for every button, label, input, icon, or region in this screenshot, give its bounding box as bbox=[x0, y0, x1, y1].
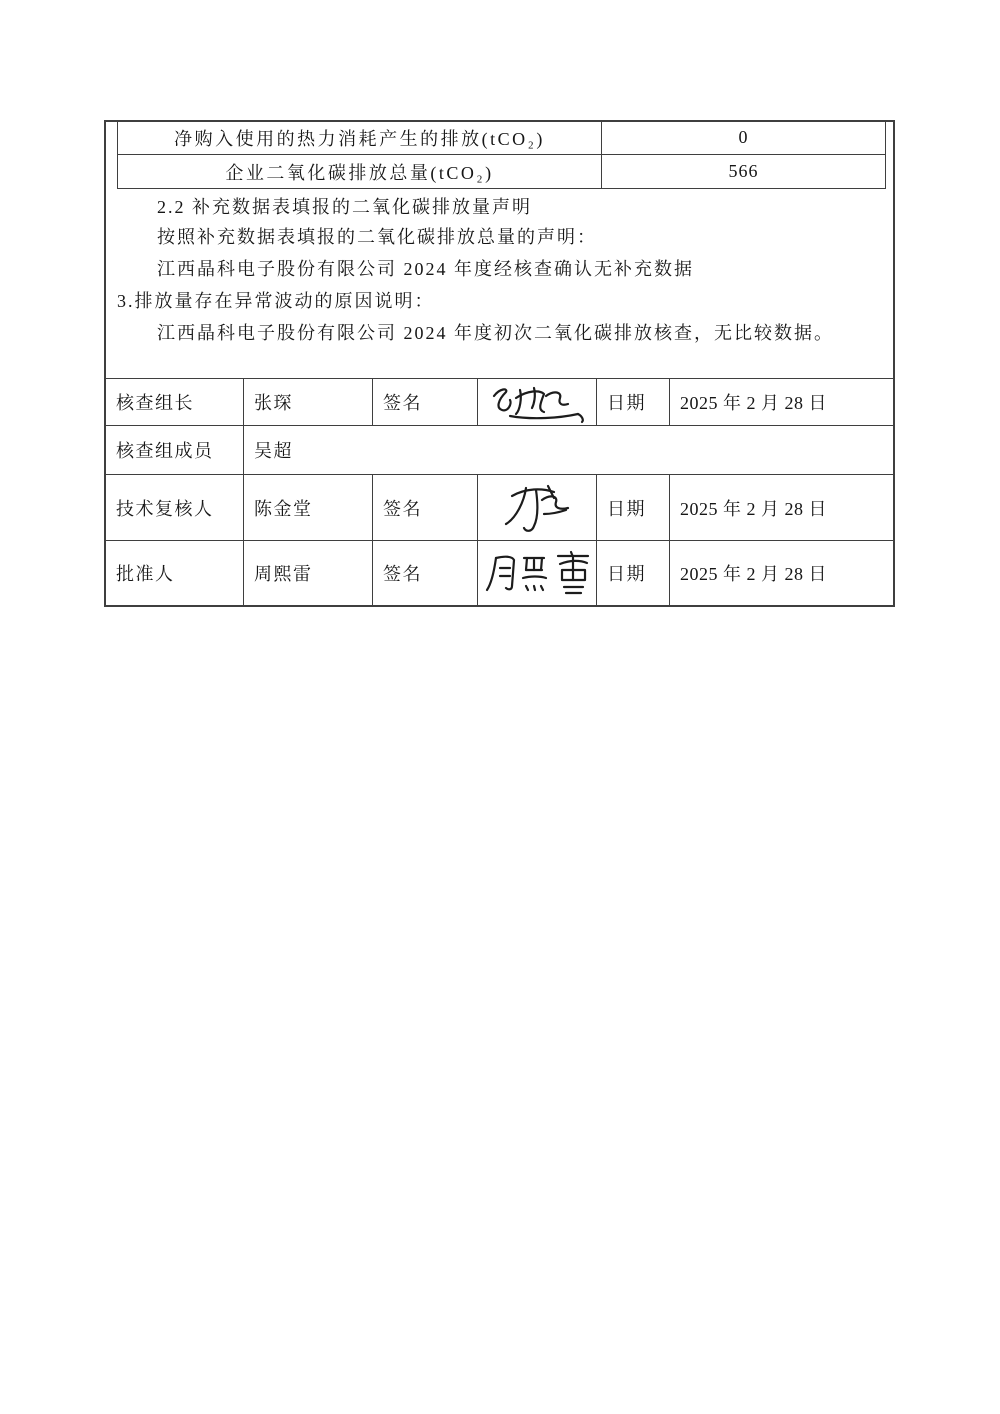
date-label: 日期 bbox=[596, 378, 669, 425]
signoff-role-label: 核查组长 bbox=[106, 378, 243, 425]
table-row bbox=[118, 121, 886, 155]
emission-value-total: 566 bbox=[602, 155, 886, 189]
signoff-name: 张琛 bbox=[243, 378, 372, 425]
emission-label-total: 企业二氧化碳排放总量(tCO₂) bbox=[118, 155, 602, 189]
handwritten-signature-icon bbox=[482, 546, 594, 600]
signoff-name: 吴超 bbox=[243, 425, 893, 474]
date-label: 日期 bbox=[596, 474, 669, 540]
sign-label: 签名 bbox=[372, 378, 477, 425]
statement-fluctuation-body: 江西晶科电子股份有限公司 2024 年度初次二氧化碳排放核查，无比较数据。 bbox=[157, 323, 834, 343]
signature-cell bbox=[477, 378, 596, 425]
signoff-name: 陈金堂 bbox=[243, 474, 372, 540]
statement-declaration-intro: 按照补充数据表填报的二氧化碳排放总量的声明： bbox=[157, 227, 597, 247]
date-value: 2025 年 2 月 28 日 bbox=[669, 474, 893, 540]
handwritten-signature-icon bbox=[484, 480, 592, 536]
statement-fluctuation-heading: 3.排放量存在异常波动的原因说明： bbox=[117, 291, 435, 311]
statement-section-heading: 2.2 补充数据表填报的二氧化碳排放量声明 bbox=[157, 197, 532, 217]
signoff-role-label: 技术复核人 bbox=[106, 474, 243, 540]
signoff-role-label: 核查组成员 bbox=[106, 425, 243, 474]
table-row bbox=[118, 155, 886, 189]
date-label: 日期 bbox=[596, 540, 669, 605]
signature-cell bbox=[477, 540, 596, 605]
statement-declaration-body: 江西晶科电子股份有限公司 2024 年度经核查确认无补充数据 bbox=[157, 259, 694, 279]
signoff-name: 周熙雷 bbox=[243, 540, 372, 605]
sign-label: 签名 bbox=[372, 474, 477, 540]
emission-label-heat: 净购入使用的热力消耗产生的排放(tCO₂) bbox=[118, 121, 602, 155]
emissions-summary-table bbox=[117, 120, 886, 189]
sign-label: 签名 bbox=[372, 540, 477, 605]
signoff-role-label: 批准人 bbox=[106, 540, 243, 605]
date-value: 2025 年 2 月 28 日 bbox=[669, 540, 893, 605]
signoff-table bbox=[106, 378, 893, 605]
verification-report-table bbox=[104, 120, 895, 607]
emission-value-heat: 0 bbox=[602, 121, 886, 155]
handwritten-signature-icon bbox=[482, 380, 594, 424]
date-value: 2025 年 2 月 28 日 bbox=[669, 378, 893, 425]
signature-cell bbox=[477, 474, 596, 540]
